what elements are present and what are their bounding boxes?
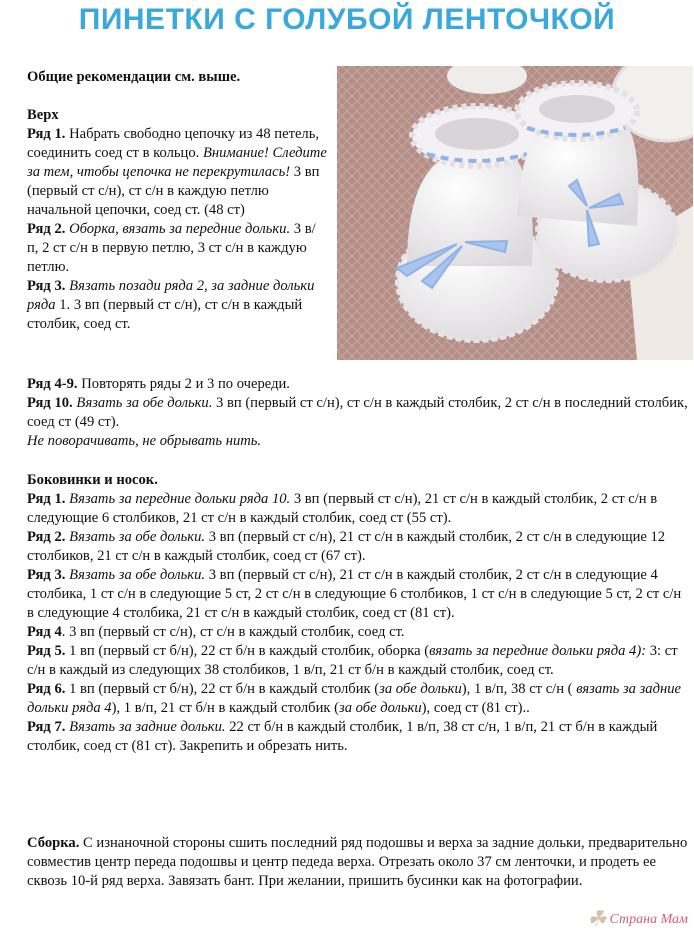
row-2: Ряд 2. Оборка, вязать за передние дольки. 3 в/п, 2 ст с/н в первую петлю, 3 ст с/н в каждую петлю. (27, 221, 316, 275)
top-section (27, 106, 327, 334)
row-4-9: Ряд 4-9. Повторять ряды 2 и 3 по очереди. (27, 376, 290, 392)
row-3: Ряд 3. Вязать позади ряда 2, за задние дольки ряда 1. 3 вп (первый ст с/н), ст с/н в каждый столбик, соед ст. (27, 278, 315, 332)
top-section-continued (27, 375, 691, 451)
sides-row-1: Ряд 1. Вязать за передние дольки ряда 10. 3 вп (первый ст с/н), 21 ст с/н в каждый столбик, 2 ст с/н в следующие 6 столбиков, 21 ст с/н в каждый столбик, соед ст (55 ст). (27, 491, 658, 526)
row-10: Ряд 10. Вязать за обе дольки. 3 вп (первый ст с/н), ст с/н в каждый столбик, 2 ст с/н в последний столбик, соед ст (49 ст). (27, 395, 688, 430)
section-heading-sides: Боковинки и носок. (27, 472, 158, 488)
sides-section (27, 471, 691, 756)
sides-row-6: Ряд 6. 1 вп (первый ст б/н), 22 ст б/н в каждый столбик (за обе дольки), 1 в/п, 38 ст с/н ( вязать за задние дольки ряда 4), 1 в/п, 21 ст б/н в каждый столбик (за обе дольки), соед ст (81 ст).. (27, 681, 681, 716)
sides-row-5: Ряд 5. 1 вп (первый ст б/н), 22 ст б/н в каждый столбик, оборка (вязать за передние дольки ряда 4): 3: ст с/н в каждый из следующих 38 столбиков, 1 в/п, 21 ст б/н в каждый столбик, соед ст. (27, 643, 678, 678)
page-title: ПИНЕТКИ С ГОЛУБОЙ ЛЕНТОЧКОЙ (78, 3, 616, 36)
assembly-text: Сборка. С изнаночной стороны сшить последний ряд подошвы и верха за задние дольки, предварительно совместив центр переда подошвы и центр педеда верха. Отрезать около 37 см ленточки, и продеть ее сквозь 10-й ряд верха. Завязать бант. При желании, пришить бусинки как на фотографии. (27, 835, 688, 889)
sides-row-7: Ряд 7. Вязать за задние дольки. 22 ст б/н в каждый столбик, 1 в/п, 38 ст с/н, 1 в/п, 21 ст б/н в каждый столбик, соед ст (81 ст). Закрепить и обрезать нить. (27, 719, 658, 754)
site-watermark: ☘ Страна Мам (586, 906, 688, 931)
general-recommendations: Общие рекомендации см. выше. (27, 69, 241, 85)
row-10-note: Не поворачивать, не обрывать нить. (27, 433, 262, 449)
watermark-logo-icon: ☘ (586, 906, 607, 931)
assembly-section (27, 834, 691, 891)
sides-row-3: Ряд 3. Вязать за обе дольки. 3 вп (первый ст с/н), 21 ст с/н в каждый столбик, 2 ст с/н в следующие 4 столбика, 1 ст с/н в следующие 5 ст, 2 ст с/н в следующие 6 столбиков, 1 ст с/н в следующие 5 ст, 2 ст с/н в следующие 4 столбика, 21 ст с/н в каждый столбик, соед ст (81 ст). (27, 567, 682, 621)
row-1: Ряд 1. Набрать свободно цепочку из 48 петель, соединить соед ст в кольцо. Внимание! Следите за тем, чтобы цепочка не перекрутилась! 3 вп (первый ст с/н), ст с/н в каждую петлю начальной цепочки, соед ст. (48 ст) (27, 126, 327, 218)
booties-photo (337, 66, 693, 360)
booties-illustration (337, 66, 693, 360)
sides-row-4: Ряд 4. 3 вп (первый ст с/н), ст с/н в каждый столбик, соед ст. (27, 624, 405, 640)
sides-row-2: Ряд 2. Вязать за обе дольки. 3 вп (первый ст с/н), 21 ст с/н в каждый столбик, 2 ст с/н в следующие 12 столбиков, 21 ст с/н в каждый столбик, соед ст (67 ст). (27, 529, 666, 564)
section-heading-top: Верх (27, 107, 59, 123)
